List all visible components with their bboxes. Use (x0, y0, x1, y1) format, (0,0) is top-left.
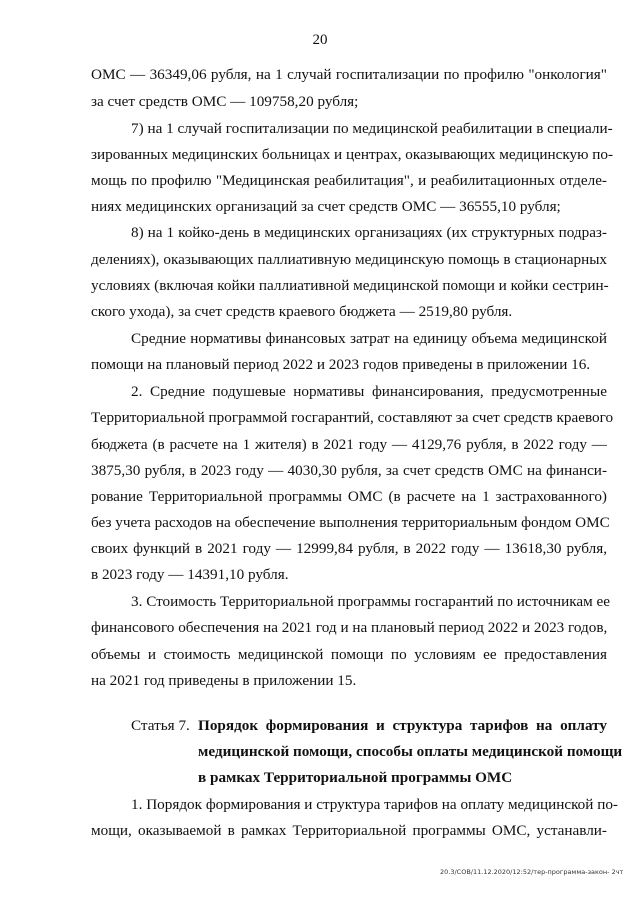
text-line: зированных медицинских больницах и центрах, оказывающих медицинскую по- (91, 146, 614, 163)
text-line: 8) на 1 койко-день в медицинских организациях (их структурных подраз- (131, 224, 607, 241)
page-number: 20 (312, 32, 328, 48)
article-label: Статья 7. (131, 717, 190, 734)
text-line: 3875,30 рубля, в 2023 году — 4030,30 рубля, за счет средств ОМС на финанси- (91, 462, 607, 479)
text-line: делениях), оказывающих паллиативную медицинскую помощь в стационарных (91, 251, 607, 268)
text-line: рование Территориальной программы ОМС (в расчете на 1 застрахованного) (91, 488, 607, 505)
text-line: Территориальной программой госгарантий, составляют за счет средств краевого (91, 409, 614, 426)
text-line: 7) на 1 случай госпитализации по медицинской реабилитации в специали- (131, 120, 613, 137)
text-line: ского ухода), за счет средств краевого бюджета — 2519,80 рубля. (91, 303, 513, 320)
article-title-line: Порядок формирования и структура тарифов на оплату (198, 717, 607, 734)
text-line: 2. Средние подушевые нормативы финансирования, предусмотренные (131, 383, 607, 400)
text-line: на 2021 год приведены в приложении 15. (91, 672, 357, 689)
article-title-line: в рамках Территориальной программы ОМС (198, 769, 513, 786)
text-line: условиях (включая койки паллиативной медицинской помощи и койки сестрин- (91, 277, 609, 294)
text-line: 1. Порядок формирования и структура тарифов на оплату медицинской по- (131, 796, 618, 813)
text-line: мощи, оказываемой в рамках Территориальной программы ОМС, устанавли- (91, 822, 607, 839)
text-line: без учета расходов на обеспечение выполнения территориальным фондом ОМС (91, 514, 610, 531)
text-line: за счет средств ОМС — 109758,20 рубля; (91, 93, 359, 110)
text-line: ОМС — 36349,06 рубля, на 1 случай госпитализации по профилю "онкология" (91, 66, 607, 83)
text-line: помощи на плановый период 2022 и 2023 годов приведены в приложении 16. (91, 356, 591, 373)
text-line: бюджета (в расчете на 1 жителя) в 2021 году — 4129,76 рубля, в 2022 году — (91, 436, 607, 453)
text-line: мощь по профилю "Медицинская реабилитация", и реабилитационных отделе- (91, 172, 607, 189)
text-line: Средние нормативы финансовых затрат на единицу объема медицинской (131, 330, 607, 347)
text-line: объемы и стоимость медицинской помощи по условиям ее предоставления (91, 646, 607, 663)
text-line: своих функций в 2021 году — 12999,84 рубля, в 2022 году — 13618,30 рубля, (91, 540, 607, 557)
text-line: финансового обеспечения на 2021 год и на плановый период 2022 и 2023 годов, (91, 619, 608, 636)
article-title-line: медицинской помощи, способы оплаты медицинской помощи (198, 743, 623, 760)
document-footer-code: 20.3/СОВ/11.12.2020/12:52/тер-программа-закон- 2чт (440, 868, 624, 876)
text-line: ниях медицинских организаций за счет средств ОМС — 36555,10 рубля; (91, 198, 561, 215)
text-line: в 2023 году — 14391,10 рубля. (91, 566, 289, 583)
text-line: 3. Стоимость Территориальной программы госгарантий по источникам ее (131, 593, 610, 610)
